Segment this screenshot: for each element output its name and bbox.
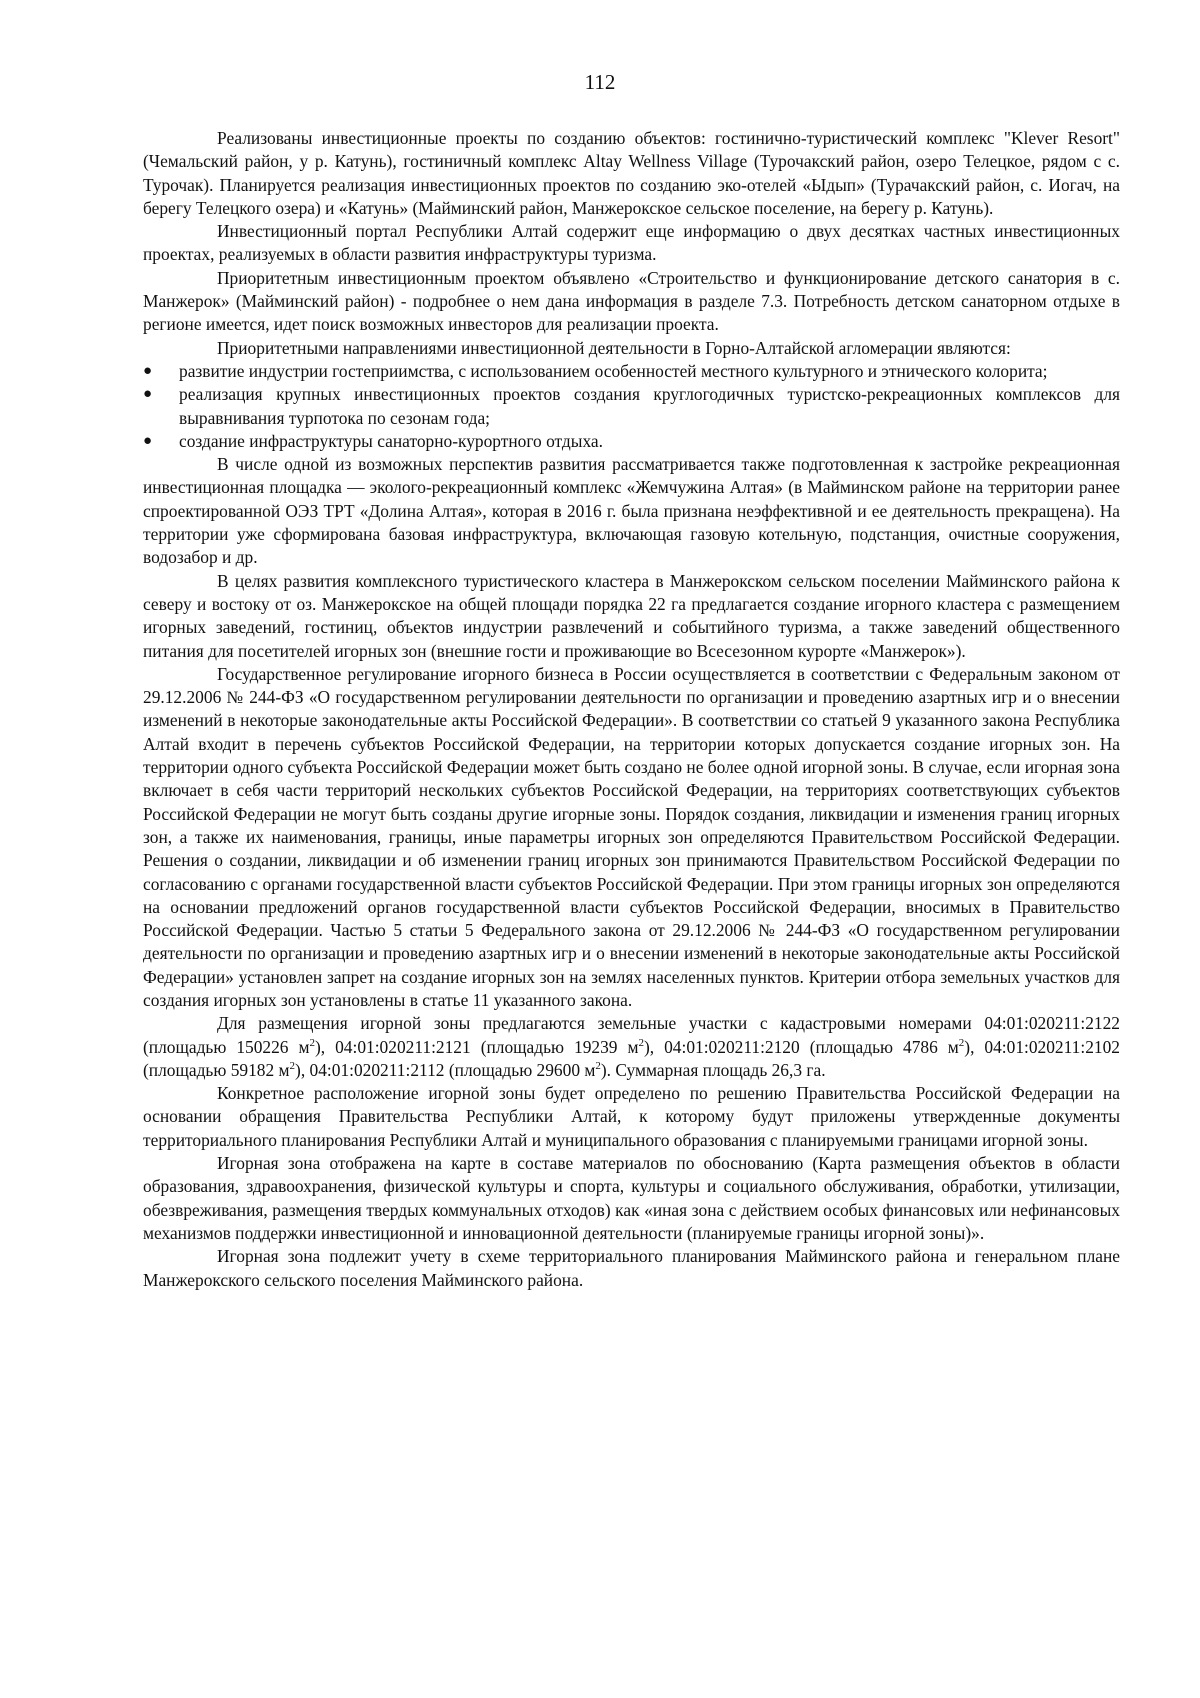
paragraph-zhemchuzhina-altaya: В числе одной из возможных перспектив развития рассматривается также подготовленная к застройке рекреационная инвестиционная площадка — эколого-рекреационный комплекс «Жемчужина Алтая» (в Майминском районе на территории ранее спроектированной ОЭЗ ТРТ «Долина Алтая», которая в 2016 г. была признана неэффективной и ее деятельность прекращена). На территории уже сформирована базовая инфраструктура, включающая газовую котельную, подстанция, очистные сооружения, водозабор и др.	[143, 454, 1120, 568]
bullet-icon: ●	[143, 432, 153, 449]
parcel-number: 04:01:020211:2122	[984, 1013, 1120, 1034]
paragraph-zone-location: Конкретное расположение игорной зоны будет определено по решению Правительства Российской Федерации на основании обращения Правительства Республики Алтай, к которому будут приложены утвержденные документы территориального планирования Республики Алтай и муниципального образования с планируемыми границами игорной зоны.	[143, 1083, 1120, 1150]
parcel-number: 04:01:020211:2102	[984, 1036, 1120, 1057]
bullet-icon: ●	[143, 362, 153, 379]
paragraph-land-parcels	[143, 1012, 1120, 1082]
parcel-area: (площадью 59182 $м^2$),	[143, 1059, 306, 1080]
parcels-intro: Для размещения игорной зоны предлагаются земельные участки с кадастровыми номерами	[217, 1013, 972, 1034]
paragraph-priority-directions: Приоритетными направлениями инвестиционной деятельности в Горно-Алтайской агломерации являются:	[217, 337, 1011, 358]
priority-directions-list	[143, 360, 1120, 453]
list-item-text: создание инфраструктуры санаторно-курортного отдыха.	[179, 430, 603, 451]
parcel-number: 04:01:020211:2120	[664, 1036, 800, 1057]
document-body	[143, 127, 1120, 1292]
list-item	[143, 360, 1120, 383]
page-number: 112	[584, 70, 616, 94]
paragraph-zone-map: Игорная зона отображена на карте в составе материалов по обоснованию (Карта размещения объектов в области образования, здравоохранения, физической культуры и спорта, культуры и социального обслуживания, обработки, утилизации, обезвреживания, размещения твердых коммунальных отходов) как «иная зона с действием особых финансовых или нефинансовых механизмов поддержки инвестиционной и инновационной деятельности (планируемые границы игорной зоны)».	[143, 1153, 1120, 1243]
paragraph-realized-projects: Реализованы инвестиционные проекты по созданию объектов: гостинично-туристический комплекс "Klever Resort" (Чемальский район, у р. Катунь), гостиничный комплекс Altay Wellness Village (Турочакский район, озеро Телецкое, рядом с с. Турочак). Планируется реализация инвестиционных проектов по созданию эко-отелей «Ыдып» (Турачакский район, с. Иогач, на берегу Телецкого озера) и «Катунь» (Майминский район, Манжерокское сельское поселение, на берегу р. Катунь).	[143, 128, 1120, 218]
paragraph-investment-portal: Инвестиционный портал Республики Алтай содержит еще информацию о двух десятках частных инвестиционных проектах, реализуемых в области развития инфраструктуры туризма.	[143, 221, 1120, 265]
bullet-icon: ●	[143, 386, 153, 403]
paragraph-zone-planning: Игорная зона подлежит учету в схеме территориального планирования Майминского района и генеральном плане Манжерокского сельского поселения Майминского района.	[143, 1246, 1120, 1290]
paragraph-gaming-cluster: В целях развития комплексного туристического кластера в Манжерокском сельском поселении Майминского района к северу и востоку от оз. Манжерокское на общей площади порядка 22 га предлагается создание игорного кластера с размещением игорных заведений, гостиниц, объектов индустрии развлечений и событийного туризма, а также заведений общественного питания для посетителей игорных зон (внешние гости и проживающие во Всесезонном курорте «Манжерок»).	[143, 570, 1120, 661]
list-item	[143, 383, 1120, 430]
parcels-total-area: Суммарная площадь 26,3 га.	[615, 1059, 826, 1080]
list-item-text: развитие индустрии гостеприимства, с использованием особенностей местного культурного и этнического колорита;	[179, 360, 1048, 381]
parcel-area: (площадью 29600 $м^2$).	[448, 1059, 612, 1080]
parcel-number: 04:01:020211:2121	[335, 1036, 471, 1057]
list-item	[143, 430, 1120, 453]
paragraph-gambling-regulation: Государственное регулирование игорного бизнеса в России осуществляется в соответствии с Федеральным законом от 29.12.2006 № 244-ФЗ «О государственном регулировании деятельности по организации и проведению азартных игр и о внесении изменений в некоторые законодательные акты Российской Федерации». В соответствии со статьей 9 указанного закона Республика Алтай входит в перечень субъектов Российской Федерации, на территории которых допускается создание игорных зон. На территории одного субъекта Российской Федерации может быть создано не более одной игорной зоны. В случае, если игорная зона включает в себя части территорий нескольких субъектов Российской Федерации, на территориях соответствующих субъектов Российской Федерации не могут быть созданы другие игорные зоны. Порядок создания, ликвидации и изменения границ игорных зон, а также их наименования, границы, иные параметры игорных зон определяются Правительством Российской Федерации. Решения о создании, ликвидации и об изменении границ игорных зон принимаются Правительством Российской Федерации по согласованию с органами государственной власти субъектов Российской Федерации. При этом границы игорных зон определяются на основании предложений органов государственной власти субъектов Российской Федерации, вносимых в Правительство Российской Федерации. Частью 5 статьи 5 Федерального закона от 29.12.2006 № 244-ФЗ «О государственном регулировании деятельности по организации и проведению азартных игр и о внесении изменений в некоторые законодательные акты Российской Федерации» установлен запрет на создание игорных зон на землях населенных пунктов. Критерии отбора земельных участков для создания игорных зон установлены в статье 11 указанного закона.	[143, 663, 1120, 1010]
parcel-area: (площадью 19239 $м^2$),	[480, 1036, 655, 1057]
parcel-number: 04:01:020211:2112	[309, 1059, 445, 1080]
list-item-text: реализация крупных инвестиционных проектов создания круглогодичных туристско-рекреационных комплексов для выравнивания турпотока по сезонам года;	[179, 384, 1120, 428]
parcel-area: (площадью 4786 $м^2$),	[809, 1036, 975, 1057]
parcel-area: (площадью 150226 $м^2$),	[143, 1036, 326, 1057]
paragraph-priority-project: Приоритетным инвестиционным проектом объявлено «Строительство и функционирование детского санатория в с. Манжерок» (Майминский район) - подробнее о нем дана информация в разделе 7.3. Потребность детском санаторном отдыхе в регионе имеется, идет поиск возможных инвесторов для реализации проекта.	[143, 267, 1120, 335]
